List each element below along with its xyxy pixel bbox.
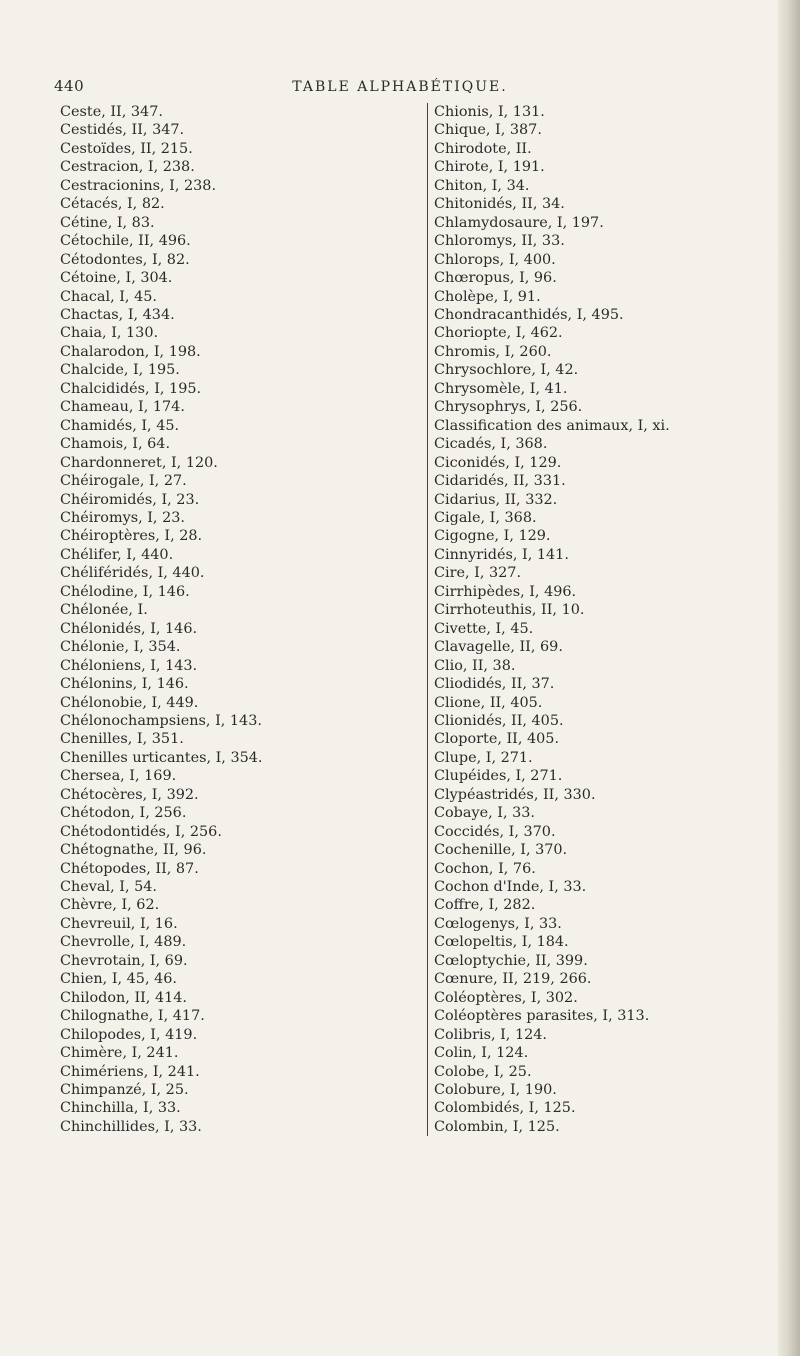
index-entry: Chevrolle, I, 489. — [60, 934, 187, 951]
index-entry: Chitonidés, II, 34. — [434, 196, 565, 213]
index-entry: Chalarodon, I, 198. — [60, 343, 201, 360]
index-entry: Chélonidés, I, 146. — [60, 620, 198, 637]
index-entry: Chèvre, I, 62. — [60, 897, 160, 914]
index-entry: Chardonneret, I, 120. — [60, 454, 218, 471]
index-entry: Ceste, II, 347. — [60, 104, 163, 120]
index-entry: Chiton, I, 34. — [434, 177, 530, 194]
index-entry: Chinchilla, I, 33. — [60, 1100, 181, 1117]
index-entry: Chalcide, I, 195. — [60, 362, 180, 379]
index-entry: Cétacés, I, 82. — [60, 196, 165, 213]
index-entry: Cicadés, I, 368. — [434, 436, 548, 453]
index-entry: Chinchillides, I, 33. — [60, 1118, 202, 1135]
index-entry: Cœlopeltis, I, 184. — [434, 934, 569, 951]
index-entry: Chélonobie, I, 449. — [60, 694, 199, 711]
index-entry: Cobaye, I, 33. — [434, 805, 535, 822]
index-entry: Chevreuil, I, 16. — [60, 915, 178, 932]
index-entry: Chirodote, II. — [434, 140, 532, 157]
index-entry: Chilognathe, I, 417. — [60, 1008, 205, 1025]
index-entry: Clione, II, 405. — [434, 694, 543, 711]
index-entry: Chéiromidés, I, 23. — [60, 491, 200, 508]
index-entry: Cire, I, 327. — [434, 565, 522, 582]
index-entry: Cétoine, I, 304. — [60, 270, 173, 287]
index-entry: Chimère, I, 241. — [60, 1045, 179, 1062]
index-entry: Chétodon, I, 256. — [60, 805, 187, 822]
page-number: 440 — [54, 77, 85, 95]
index-entry: Chien, I, 45, 46. — [60, 971, 177, 988]
index-entry: Chrysomèle, I, 41. — [434, 380, 568, 397]
index-entry: Chélonins, I, 146. — [60, 676, 189, 693]
index-entry: Clio, II, 38. — [434, 657, 516, 674]
index-entry: Cochenille, I, 370. — [434, 842, 568, 859]
index-entry: Cliodidés, II, 37. — [434, 676, 555, 693]
index-entry: Chloromys, II, 33. — [434, 233, 565, 250]
index-entry: Cinnyridés, I, 141. — [434, 546, 569, 563]
index-entry: Chilopodes, I, 419. — [60, 1026, 198, 1043]
index-entry: Chétodontidés, I, 256. — [60, 823, 222, 840]
index-entry: Cétodontes, I, 82. — [60, 251, 190, 268]
index-entry: Colobure, I, 190. — [434, 1082, 557, 1099]
index-entry: Chenilles, I, 351. — [60, 731, 184, 748]
index-column-right — [427, 103, 670, 1136]
index-entry: Cestracion, I, 238. — [60, 159, 195, 176]
index-entry: Chéirogale, I, 27. — [60, 473, 187, 490]
index-entry: Chélonochampsiens, I, 143. — [60, 712, 262, 729]
index-entry: Chrysochlore, I, 42. — [434, 362, 579, 379]
index-entry: Clavagelle, II, 69. — [434, 639, 563, 656]
index-entry: Chétopodes, II, 87. — [60, 860, 199, 877]
index-entry: Cestracionins, I, 238. — [60, 177, 217, 194]
index-entry: Colobe, I, 25. — [434, 1063, 532, 1080]
index-entry: Cœnure, II, 219, 266. — [434, 971, 592, 988]
index-entry: Chersea, I, 169. — [60, 768, 177, 785]
index-entry: Cétochile, II, 496. — [60, 233, 191, 250]
index-entry: Chélonie, I, 354. — [60, 639, 181, 656]
index-entry: Colin, I, 124. — [434, 1045, 529, 1062]
index-entry: Cétine, I, 83. — [60, 214, 155, 231]
index-entry: Chevrotain, I, 69. — [60, 952, 188, 969]
index-entry: Colibris, I, 124. — [434, 1026, 547, 1043]
index-entry: Chétocères, I, 392. — [60, 786, 199, 803]
index-entry: Clupe, I, 271. — [434, 749, 533, 766]
index-entry: Cestidés, II, 347. — [60, 122, 185, 139]
index-entry: Chélodine, I, 146. — [60, 583, 190, 600]
index-entry: Civette, I, 45. — [434, 620, 534, 637]
index-entry: Chenilles urticantes, I, 354. — [60, 749, 263, 766]
index-entry: Cholèpe, I, 91. — [434, 288, 541, 305]
index-entry: Chéliféridés, I, 440. — [60, 565, 205, 582]
index-entry: Chrysophrys, I, 256. — [434, 399, 583, 416]
index-entry: Cochon d'Inde, I, 33. — [434, 879, 587, 896]
index-entry: Choriopte, I, 462. — [434, 325, 563, 342]
index-entry: Cheval, I, 54. — [60, 879, 157, 896]
index-entry: Cestoïdes, II, 215. — [60, 140, 193, 157]
index-entry: Chamois, I, 64. — [60, 436, 171, 453]
index-entry: Clionidés, II, 405. — [434, 712, 564, 729]
index-entry: Chélifer, I, 440. — [60, 546, 174, 563]
index-entry: Chœropus, I, 96. — [434, 270, 557, 287]
index-entry: Chique, I, 387. — [434, 122, 542, 139]
page-edge — [778, 0, 800, 1356]
index-entry: Clypéastridés, II, 330. — [434, 786, 596, 803]
index-entry: Chlorops, I, 400. — [434, 251, 556, 268]
index-entry: Chionis, I, 131. — [434, 104, 545, 120]
index-entry: Cœloptychie, II, 399. — [434, 952, 588, 969]
index-entry: Ciconidés, I, 129. — [434, 454, 562, 471]
index-entry: Chéloniens, I, 143. — [60, 657, 198, 674]
index-entry: Cœlogenys, I, 33. — [434, 915, 562, 932]
index-entry: Cidaridés, II, 331. — [434, 473, 566, 490]
index-entry: Coléoptères parasites, I, 313. — [434, 1008, 650, 1025]
index-entry: Cochon, I, 76. — [434, 860, 536, 877]
index-entry: Colombidés, I, 125. — [434, 1100, 576, 1117]
index-entry: Clupéides, I, 271. — [434, 768, 563, 785]
index-entry: Chalcididés, I, 195. — [60, 380, 202, 397]
index-entry: Chaia, I, 130. — [60, 325, 159, 342]
index-entry: Coccidés, I, 370. — [434, 823, 556, 840]
index-entry: Chélonée, I. — [60, 602, 148, 619]
index-entry: Chéiromys, I, 23. — [60, 509, 185, 526]
index-entry: Colombin, I, 125. — [434, 1118, 560, 1135]
index-entry: Chétognathe, II, 96. — [60, 842, 207, 859]
index-entry: Chimpanzé, I, 25. — [60, 1082, 189, 1099]
index-column-left — [60, 103, 263, 1136]
index-entry: Chromis, I, 260. — [434, 343, 552, 360]
index-entry: Chlamydosaure, I, 197. — [434, 214, 604, 231]
index-entry: Chamidés, I, 45. — [60, 417, 180, 434]
index-entry: Chilodon, II, 414. — [60, 989, 188, 1006]
running-title: TABLE ALPHABÉTIQUE. — [292, 79, 508, 95]
index-entry: Cirrhoteuthis, II, 10. — [434, 602, 585, 619]
index-entry: Chimériens, I, 241. — [60, 1063, 200, 1080]
index-entry: Cloporte, II, 405. — [434, 731, 560, 748]
index-entry: Chactas, I, 434. — [60, 306, 175, 323]
index-entry: Classification des animaux, I, xi. — [434, 417, 670, 434]
index-entry: Cirrhipèdes, I, 496. — [434, 583, 577, 600]
index-entry: Coffre, I, 282. — [434, 897, 536, 914]
index-entry: Chondracanthidés, I, 495. — [434, 306, 624, 323]
index-entry: Chameau, I, 174. — [60, 399, 185, 416]
index-entry: Cigogne, I, 129. — [434, 528, 551, 545]
index-entry: Chirote, I, 191. — [434, 159, 545, 176]
index-entry: Cidarius, II, 332. — [434, 491, 558, 508]
index-entry: Cigale, I, 368. — [434, 509, 537, 526]
index-entry: Chéiroptères, I, 28. — [60, 528, 203, 545]
index-entry: Chacal, I, 45. — [60, 288, 157, 305]
index-entry: Coléoptères, I, 302. — [434, 989, 578, 1006]
